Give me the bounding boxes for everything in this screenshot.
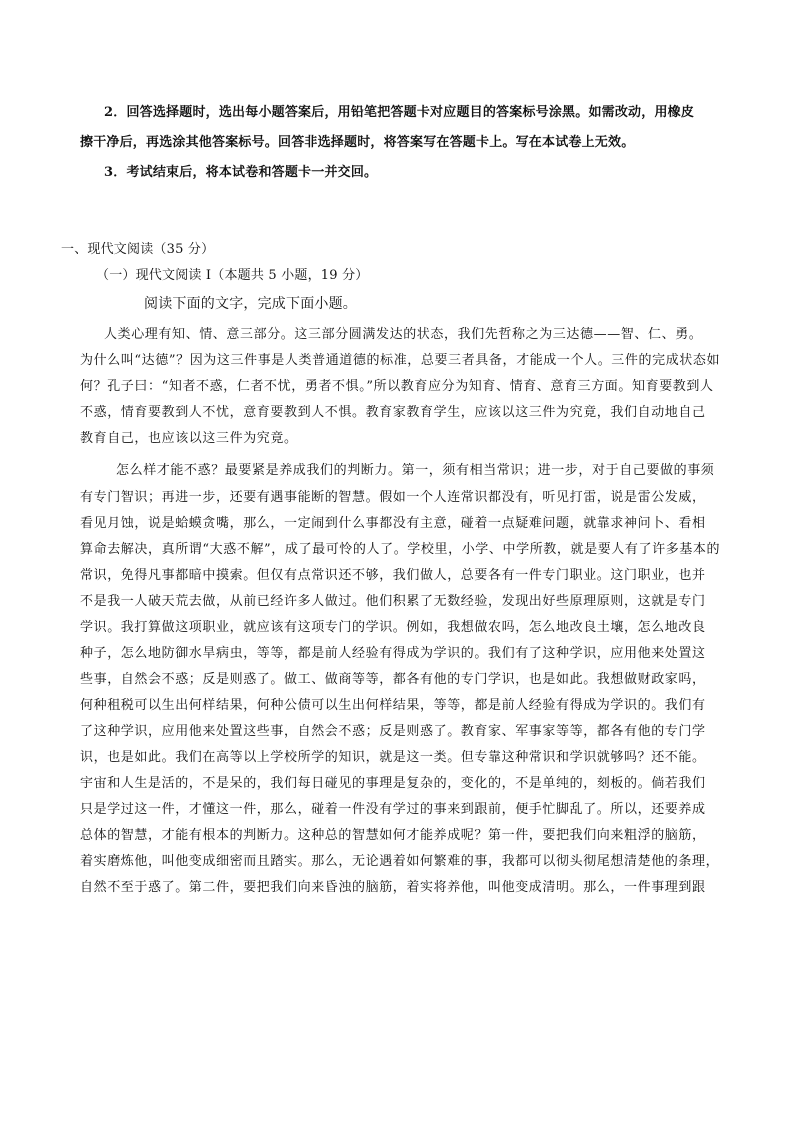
passage-line-14: 些事，自然会不惑；反是则惑了。做工、做商等等，都各有他的专门学识，也是如此。我想做财政家吗， <box>80 672 706 687</box>
passage-line-19: 只是学过这一件，才懂这一件，那么，碰着一件没有学过的事来到跟前，便手忙脚乱了。所以，还要养成 <box>80 802 706 817</box>
passage-line-11: 不是我一人破天荒去做，从前已经许多人做过。他们积累了无数经验，发现出好些原理原则，这就是专门 <box>80 594 706 609</box>
passage-line-1: 人类心理有知、情、意三部分。这三部分圆满发达的状态，我们先哲称之为三达德——智、仁、勇。 <box>104 327 703 342</box>
passage-line-12: 学识。我打算做这项职业，就应该有这项专门的学识。例如，我想做农吗，怎么地改良土壤，怎么地改良 <box>80 620 706 635</box>
passage-line-6: 怎么样才能不惑？最要紧是养成我们的判断力。第一，须有相当常识；进一步，对于自己要做的事须 <box>116 463 715 478</box>
passage-line-21: 着实磨炼他，叫他变成细密而且踏实。那么，无论遇着如何繁难的事，我都可以彻头彻尾想清楚他的条理， <box>80 854 720 869</box>
reading-instruction: 阅读下面的文字，完成下面小题。 <box>144 296 357 312</box>
passage-line-17: 识，也是如此。我们在高等以上学校所学的知识，就是这一类。但专靠这种常识和学识就够吗？还不能。 <box>80 750 706 765</box>
passage-line-8: 看见月蚀，说是蛤蟆贪嘴，那么，一定闹到什么事都没有主意，碰着一点疑难问题，就靠求神问卜、看相 <box>80 516 706 531</box>
note-line-1: 2．回答选择题时，选出每小题答案后，用铅笔把答题卡对应题目的答案标号涂黑。如需改动，用橡皮 <box>104 105 695 120</box>
passage-line-15: 何种租税可以生出何样结果，何种公债可以生出何样结果，等等，都是前人经验有得成为学识的。我们有 <box>80 698 706 713</box>
passage-line-16: 了这种学识，应用他来处置这些事，自然会不惑；反是则惑了。教育家、军事家等等，都各有他的专门学 <box>80 724 706 739</box>
passage-line-18: 宇宙和人生是活的，不是呆的，我们每日碰见的事理是复杂的，变化的，不是单纯的，刻板的。倘若我们 <box>80 776 706 791</box>
passage-line-5: 教育自己，也应该以这三件为究竟。 <box>80 431 298 446</box>
passage-line-7: 有专门智识；再进一步，还要有遇事能断的智慧。假如一个人连常识都没有，听见打雷，说是雷公发威， <box>80 490 706 505</box>
passage-line-20: 总体的智慧，才能有根本的判断力。这种总的智慧如何才能养成呢？第一件，要把我们向来粗浮的脑筋， <box>80 828 706 843</box>
passage-line-22: 自然不至于惑了。第二件，要把我们向来昏浊的脑筋，着实将养他，叫他变成清明。那么，一件事理到跟 <box>80 880 706 895</box>
passage-line-4: 不惑，情育要教到人不忧，意育要教到人不惧。教育家教育学生，应该以这三件为究竟，我们自动地自己 <box>80 405 706 420</box>
passage-line-9: 算命去解决，真所谓“大惑不解”，成了最可怜的人了。学校里，小学、中学所教，就是要人有了许多基本的 <box>80 542 721 557</box>
passage-line-10: 常识，免得凡事都暗中摸索。但仅有点常识还不够，我们做人，总要各有一件专门职业。这门职业，也并 <box>80 568 706 583</box>
note-line-3: 3．考试结束后，将本试卷和答题卡一并交回。 <box>104 165 378 180</box>
section-title: 一、现代文阅读（35 分） <box>61 242 215 257</box>
passage-line-13: 种子，怎么地防御水旱病虫，等等，都是前人经验有得成为学识的。我们有了这种学识，应用他来处置这 <box>80 646 706 661</box>
note-line-2: 擦干净后，再选涂其他答案标号。回答非选择题时，将答案写在答题卡上。写在本试卷上无效。 <box>80 135 635 150</box>
subsection-title: （一）现代文阅读 I（本题共 5 小题，19 分） <box>96 268 369 283</box>
passage-line-3: 何？孔子曰：“知者不惑，仁者不忧，勇者不惧。”所以教育应分为知育、情育、意育三方面。知育要教到人 <box>80 379 714 394</box>
passage-line-2: 为什么叫“达德”？因为这三件事是人类普通道德的标准，总要三者具备，才能成一个人。三件的完成状态如 <box>80 353 721 368</box>
